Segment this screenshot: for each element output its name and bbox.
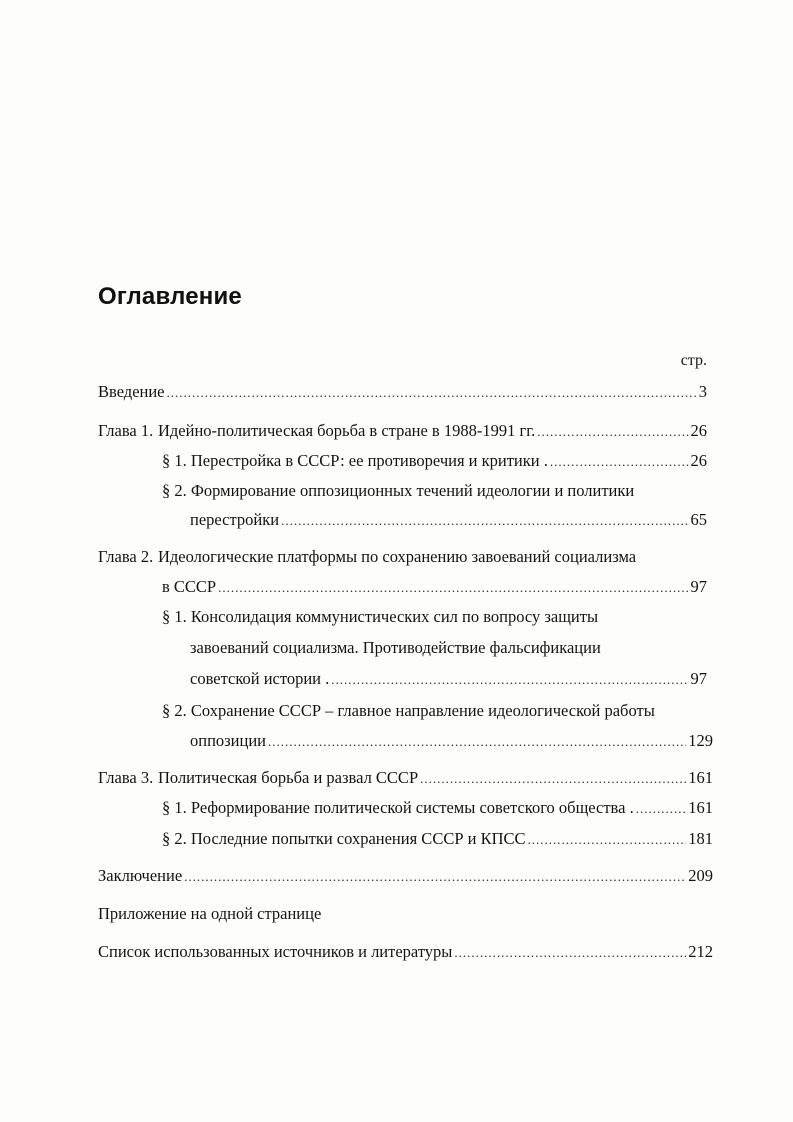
toc-page-number: 161 [688,798,713,817]
chapter-label: Глава 2. [98,547,154,566]
toc-entry-label: Введение [98,382,165,401]
dot-leader [528,829,687,851]
dot-leader [268,731,686,753]
chapter-title: Идейно-политическая борьба в стране в 1988-1991 гг. [158,421,536,440]
toc-page-number: 181 [688,829,713,848]
dot-leader [550,451,689,473]
toc-page-number: 161 [688,768,713,787]
toc-page-number: 3 [698,382,707,401]
toc-entry-conclusion[interactable] [98,865,713,887]
dot-leader [167,382,697,404]
dot-leader [537,421,688,443]
toc-entry-ch3-section-1[interactable] [162,797,713,819]
toc-entry-ch3-section-2[interactable] [162,828,713,850]
section-title-line-2: оппозиции [190,731,266,750]
toc-entry-chapter-1[interactable] [98,420,707,442]
section-title-line-1: § 1. Консолидация коммунистических сил по вопросу защиты [162,607,599,626]
toc-entry-chapter-2[interactable] [162,576,707,598]
dot-leader [331,669,688,691]
toc-entry-appendix[interactable]: Приложение на одной странице [98,904,322,923]
chapter-label: Глава 1. [98,421,154,440]
section-title-line-2: завоеваний социализма. Противодействие фальсификации [190,638,601,657]
page-column-header: стр. [680,352,707,369]
section-title-line-2: перестройки [190,510,280,529]
toc-entry-bibliography[interactable] [98,941,713,963]
toc-entry-ch2-section-1[interactable] [190,668,707,690]
section-title: § 1. Перестройка в СССР: ее противоречия и критики . [162,451,548,470]
toc-page-number: 26 [690,451,707,470]
dot-leader [636,798,687,820]
dot-leader [420,768,686,790]
chapter-title: Идеологические платформы по сохранению завоеваний социализма [158,547,637,566]
section-title: § 1. Реформирование политической системы советского общества . [162,798,634,817]
section-title-line-3: советской истории . [190,669,330,688]
chapter-title: Политическая борьба и развал СССР [158,768,419,787]
toc-entry-ch2-section-2[interactable] [190,730,713,752]
toc-entry-intro[interactable] [98,381,707,403]
dot-leader [218,577,688,599]
section-title-line-1: § 2. Сохранение СССР – главное направление идеологической работы [162,701,655,720]
toc-entry-label: Список использованных источников и литературы [98,942,453,961]
toc-entry-label: Заключение [98,866,183,885]
toc-page-number: 97 [690,669,707,688]
section-title-line-1: § 2. Формирование оппозиционных течений идеологии и политики [162,481,635,500]
page-title: Оглавление [98,283,242,310]
toc-page-number: 65 [690,510,707,529]
toc-entry-chapter-2-line-1 [98,546,636,568]
dot-leader [184,866,686,888]
toc-entry-chapter-3[interactable] [98,767,713,789]
section-title: § 2. Последние попытки сохранения СССР и КПСС [162,829,526,848]
toc-page-number: 129 [688,731,713,750]
chapter-title-line-2: в СССР [162,577,217,596]
toc-page-number: 212 [688,942,713,961]
toc-entry-ch1-section-1[interactable] [162,450,707,472]
dot-leader [281,510,688,532]
toc-entry-ch1-section-2[interactable] [190,509,707,531]
dot-leader [454,942,686,964]
toc-page-number: 26 [690,421,707,440]
toc-page-number: 97 [690,577,707,596]
chapter-label: Глава 3. [98,768,154,787]
toc-page-number: 209 [688,866,713,885]
